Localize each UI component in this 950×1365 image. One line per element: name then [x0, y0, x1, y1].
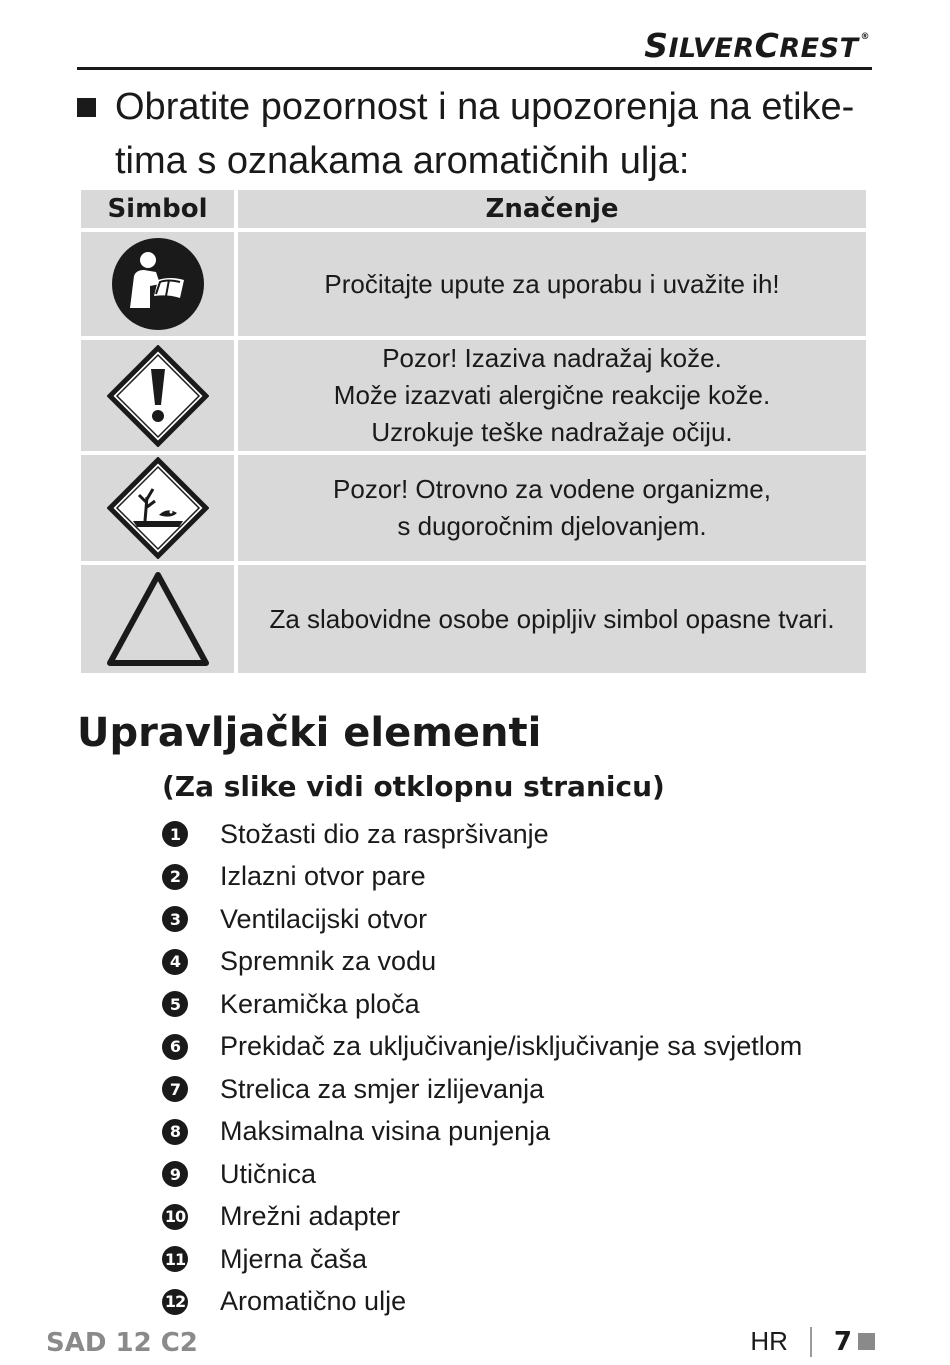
- list-item: [162, 1281, 802, 1324]
- tactile-triangle-icon: [105, 569, 211, 669]
- footer-language: HR: [750, 1326, 788, 1356]
- read-manual-icon: [110, 236, 206, 332]
- part-label: Prekidač za uključivanje/isključivanje sa svjetlom: [220, 1031, 803, 1062]
- symbol-cell: [79, 338, 236, 453]
- meaning-line: Uzrokuje teške nadražaje očiju.: [371, 417, 733, 447]
- meaning-line: Pozor! Otrovno za vodene organizme,: [333, 474, 771, 504]
- list-item: [162, 813, 802, 856]
- number-badge: 8: [162, 1119, 188, 1145]
- section-subtitle: (Za slike vidi otklopnu stranicu): [162, 770, 665, 803]
- symbol-cell: [79, 563, 236, 675]
- number-badge: 9: [162, 1161, 188, 1187]
- table-row: [79, 338, 868, 453]
- part-label: Keramička ploča: [220, 988, 420, 1019]
- header-symbol: Simbol: [79, 188, 236, 230]
- meaning-line: Pročitajte upute za uporabu i uvažite ih!: [324, 268, 780, 299]
- table-row: [79, 230, 868, 338]
- parts-list: [162, 813, 802, 1323]
- number-badge: 7: [162, 1076, 188, 1102]
- part-label: Aromatično ulje: [220, 1286, 407, 1317]
- part-label: Maksimalna visina punjenja: [220, 1116, 551, 1147]
- meaning-line: Može izazvati alergične reakcije kože.: [333, 380, 771, 410]
- list-item: [162, 1111, 802, 1154]
- footer-pagination: [750, 1326, 875, 1357]
- list-item: [162, 1026, 802, 1069]
- meaning-cell: [236, 563, 868, 675]
- part-label: Strelica za smjer izlijevanja: [220, 1073, 545, 1104]
- exclamation-diamond-icon: [107, 345, 209, 447]
- number-badge: 1: [162, 821, 188, 847]
- footer-divider: [810, 1327, 812, 1357]
- table-row: [79, 453, 868, 563]
- list-item: [162, 983, 802, 1026]
- header-rule: [77, 67, 872, 70]
- meaning-cell: [236, 453, 868, 563]
- number-badge: 12: [162, 1289, 188, 1315]
- symbol-cell: [79, 453, 236, 563]
- number-badge: 6: [162, 1034, 188, 1060]
- list-item: [162, 856, 802, 899]
- table-row: [79, 563, 868, 675]
- symbol-cell: [79, 230, 236, 338]
- list-item: [162, 1238, 802, 1281]
- intro-text: Obratite pozornost i na upozorenja na etike-tima s oznakama aromatičnih ulja:: [115, 86, 855, 182]
- list-item: [162, 941, 802, 984]
- header-meaning: Značenje: [236, 188, 868, 230]
- list-item: [162, 898, 802, 941]
- number-badge: 2: [162, 864, 188, 890]
- table-header-row: [79, 188, 868, 230]
- part-label: Spremnik za vodu: [220, 946, 437, 977]
- number-badge: 11: [162, 1246, 188, 1272]
- symbol-table: [77, 186, 870, 677]
- list-item: [162, 1196, 802, 1239]
- list-item: [162, 1153, 802, 1196]
- part-label: Izlazni otvor pare: [220, 861, 426, 892]
- meaning-line: s dugoročnim djelovanjem.: [397, 511, 707, 541]
- part-label: Mjerna čaša: [220, 1243, 368, 1274]
- number-badge: 3: [162, 906, 188, 932]
- number-badge: 4: [162, 949, 188, 975]
- meaning-line: Pozor! Izaziva nadražaj kože.: [382, 343, 722, 373]
- meaning-cell: [236, 230, 868, 338]
- number-badge: 10: [162, 1204, 188, 1230]
- environment-hazard-icon: [107, 457, 209, 559]
- number-badge: 5: [162, 991, 188, 1017]
- meaning-line: Za slabovidne osobe opipljiv simbol opasne tvari.: [269, 603, 835, 634]
- brand-logo: SILVERCREST ®: [644, 26, 870, 65]
- page-number: 7: [833, 1326, 852, 1357]
- section-title: Upravljački elementi: [77, 710, 542, 756]
- list-item: [162, 1068, 802, 1111]
- meaning-cell: [236, 338, 868, 453]
- intro-paragraph: [77, 80, 877, 188]
- part-label: Mrežni adapter: [220, 1201, 401, 1232]
- part-label: Ventilacijski otvor: [220, 903, 428, 934]
- bullet-square-icon: [77, 98, 96, 117]
- footer-model: SAD 12 C2: [46, 1328, 198, 1358]
- page-square-icon: [858, 1333, 875, 1350]
- part-label: Stožasti dio za raspršivanje: [220, 818, 549, 849]
- part-label: Utičnica: [220, 1158, 317, 1189]
